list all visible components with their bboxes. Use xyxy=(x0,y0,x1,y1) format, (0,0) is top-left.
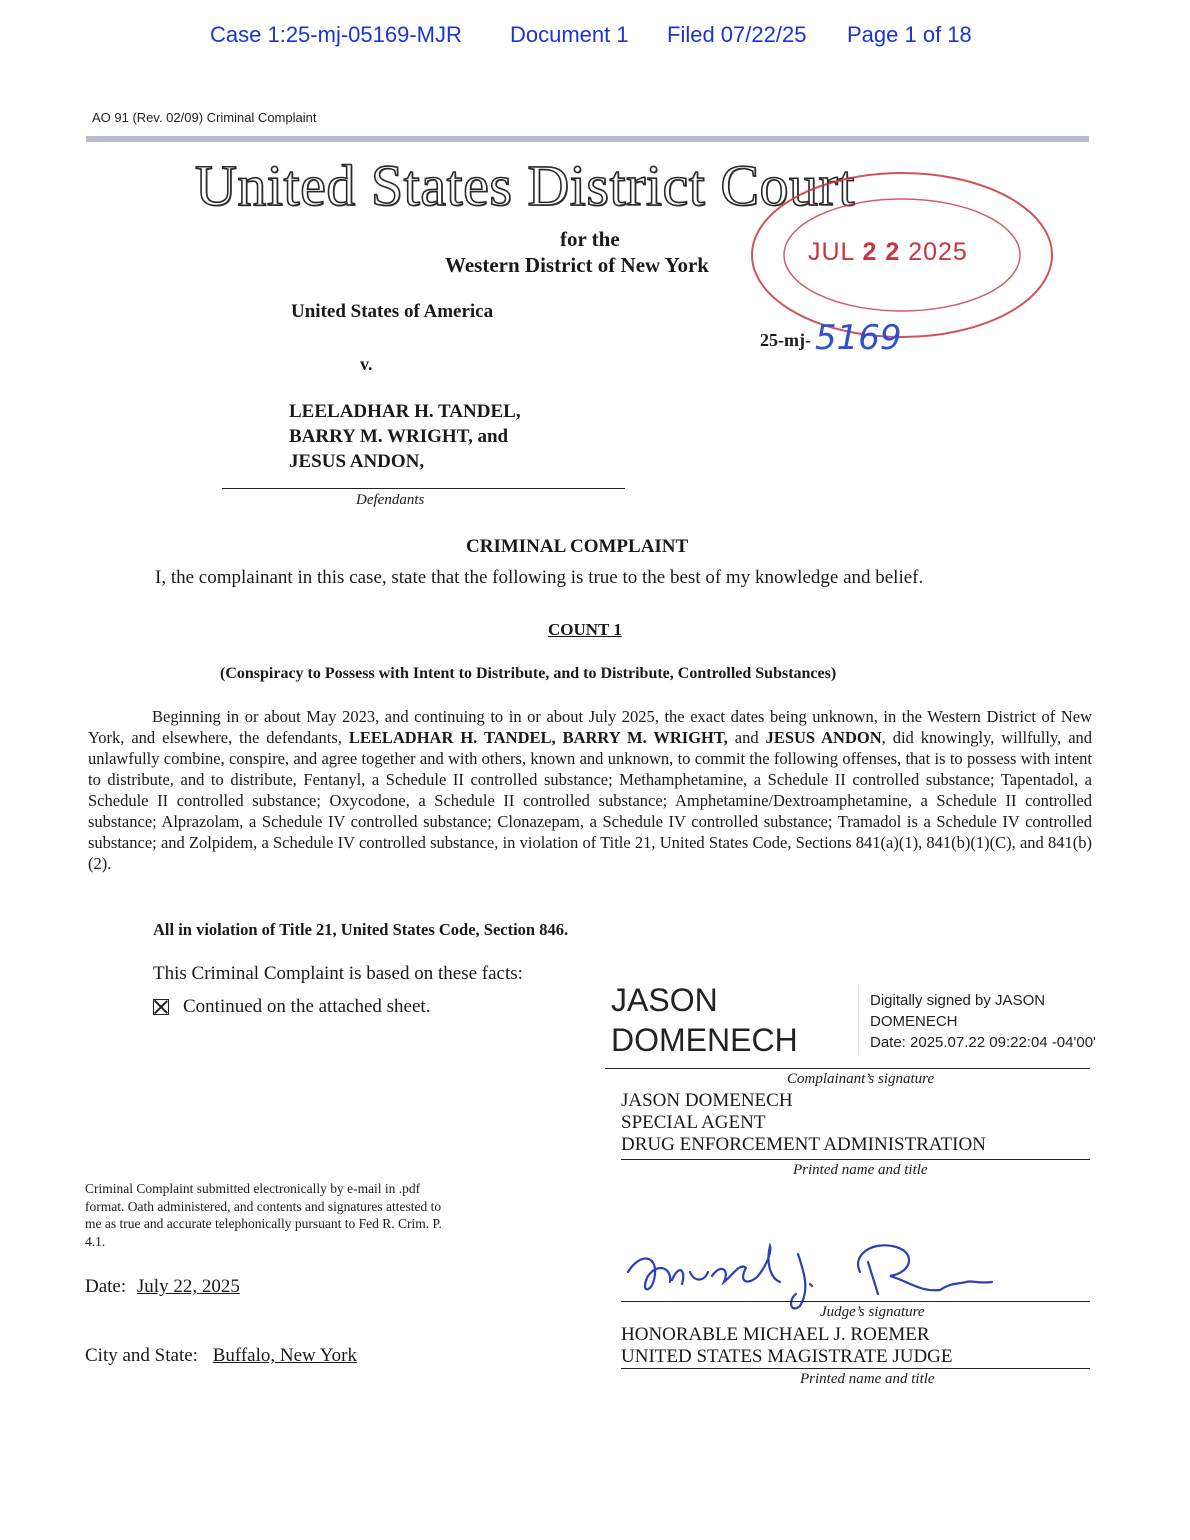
complainant-signature-label: Complainant’s signature xyxy=(787,1071,935,1087)
complaint-intro: I, the complainant in this case, state that the following is true to the best of my knowledge and belief. xyxy=(155,567,924,588)
complaint-title: CRIMINAL COMPLAINT xyxy=(466,536,689,557)
judge-name: HONORABLE MICHAEL J. ROEMER xyxy=(621,1324,930,1345)
para-defendants-2: JESUS ANDON xyxy=(765,728,882,747)
digital-signature-last: DOMENECH xyxy=(611,1022,798,1058)
city-line xyxy=(85,1345,379,1367)
top-rule xyxy=(86,136,1089,142)
document-number-header: Document 1 xyxy=(510,22,629,47)
complainant-signature-rule xyxy=(605,1068,1090,1069)
continued-row xyxy=(153,996,430,1018)
for-the-label: for the xyxy=(560,227,620,251)
city-label: City and State: xyxy=(85,1345,198,1366)
court-title: United States District Court xyxy=(195,153,855,218)
stamp-day: 2 2 xyxy=(862,238,901,266)
city-value: Buffalo, New York xyxy=(212,1345,357,1366)
defendant-name: JESUS ANDON, xyxy=(289,451,425,472)
defendants-rule xyxy=(222,488,625,489)
judge-printed-name xyxy=(621,1324,953,1368)
checked-box-icon xyxy=(153,999,169,1015)
form-number: AO 91 (Rev. 02/09) Criminal Complaint xyxy=(92,110,317,125)
defendant-name: LEELADHAR H. TANDEL, xyxy=(289,401,521,422)
oath-note: Criminal Complaint submitted electronically by e-mail in .pdf format. Oath administered, and contents and signatures attested to me as true and accurate telephonically pursuant to Fed R. Crim. P. 4.1. xyxy=(85,1181,442,1249)
all-in-violation: All in violation of Title 21, United States Code, Section 846. xyxy=(153,920,569,939)
complainant-agency: DRUG ENFORCEMENT ADMINISTRATION xyxy=(621,1134,986,1155)
judge-handwritten-signature xyxy=(620,1232,1000,1312)
date-label: Date: xyxy=(85,1276,127,1297)
para-text-2: , did knowingly, willfully, and unlawfully combine, conspire, and agree together and with others, known and unknown, to commit the following offenses, that is to possess with intent to distribute, and to distribute, Fentanyl, a Schedule II controlled substance; Methamphetamine, a Schedule II controlled substance; Tapentadol, a Schedule II controlled substance; Oxycodone, a Schedule II controlled substance; Amphetamine/Dextroamphetamine, a Schedule II controlled substance; Alprazolam, a Schedule IV controlled substance; Clonazepam, a Schedule IV controlled substance; Tramadol is a Schedule IV controlled substance; and Zolpidem, a Schedule IV controlled substance, in violation of Title 21, United States Code, Sections 841(a)(1), 841(b)(1)(C), and 841(b)(2). xyxy=(88,728,1093,873)
signature-divider xyxy=(858,985,859,1055)
plaintiff-name: United States of America xyxy=(291,301,494,322)
date-line xyxy=(85,1276,240,1298)
complainant-printed-name xyxy=(621,1090,986,1156)
complainant-name: JASON DOMENECH xyxy=(621,1090,793,1111)
district-name: Western District of New York xyxy=(445,253,709,277)
judge-signature-rule xyxy=(621,1301,1090,1302)
defendant-name: BARRY M. WRIGHT, and xyxy=(289,426,509,447)
para-defendants-1: LEELADHAR H. TANDEL, BARRY M. WRIGHT, xyxy=(348,728,728,747)
count-subtitle: (Conspiracy to Possess with Intent to Distribute, and to Distribute, Controlled Substances) xyxy=(220,665,837,682)
stamp-month: JUL xyxy=(808,238,855,266)
judge-printed-rule xyxy=(621,1368,1090,1369)
count-paragraph xyxy=(88,706,1092,874)
complainant-title: SPECIAL AGENT xyxy=(621,1112,766,1133)
case-number-prefix: 25-mj- xyxy=(760,330,811,350)
digitally-signed-by: Digitally signed by JASON DOMENECH xyxy=(870,992,1046,1030)
stamp-year: 2025 xyxy=(908,238,968,266)
judge-printed-label: Printed name and title xyxy=(800,1371,935,1387)
judge-title: UNITED STATES MAGISTRATE JUDGE xyxy=(621,1346,953,1367)
judge-signature-label: Judge’s signature xyxy=(820,1304,925,1320)
date-value: July 22, 2025 xyxy=(136,1276,240,1297)
para-and: and xyxy=(734,728,759,747)
digital-signature-first: JASON xyxy=(611,982,718,1018)
para-text-1: Beginning in or about May 2023, and continuing to in or about July 2025, the exact dates being unknown, in the Western District of New York, and elsewhere, the defendants, xyxy=(88,707,1092,747)
defendants-list xyxy=(289,399,521,474)
based-on-facts: This Criminal Complaint is based on these facts: xyxy=(153,963,523,984)
digital-signature-name xyxy=(611,980,798,1060)
case-number-handwritten: 5169 xyxy=(815,318,902,358)
complainant-printed-label: Printed name and title xyxy=(793,1162,928,1178)
defendants-label: Defendants xyxy=(356,492,425,508)
page-number-header: Page 1 of 18 xyxy=(847,22,972,47)
continued-label: Continued on the attached sheet. xyxy=(183,996,431,1017)
versus-label: v. xyxy=(360,354,373,374)
count-title: COUNT 1 xyxy=(548,620,622,639)
digital-signature-meta xyxy=(870,990,1130,1053)
complainant-printed-rule xyxy=(621,1159,1090,1160)
case-number-header: Case 1:25-mj-05169-MJR xyxy=(210,22,462,47)
digital-signature-date: Date: 2025.07.22 09:22:04 -04'00' xyxy=(870,1034,1096,1051)
stamp-date xyxy=(808,238,968,267)
filed-date-header: Filed 07/22/25 xyxy=(667,22,807,47)
